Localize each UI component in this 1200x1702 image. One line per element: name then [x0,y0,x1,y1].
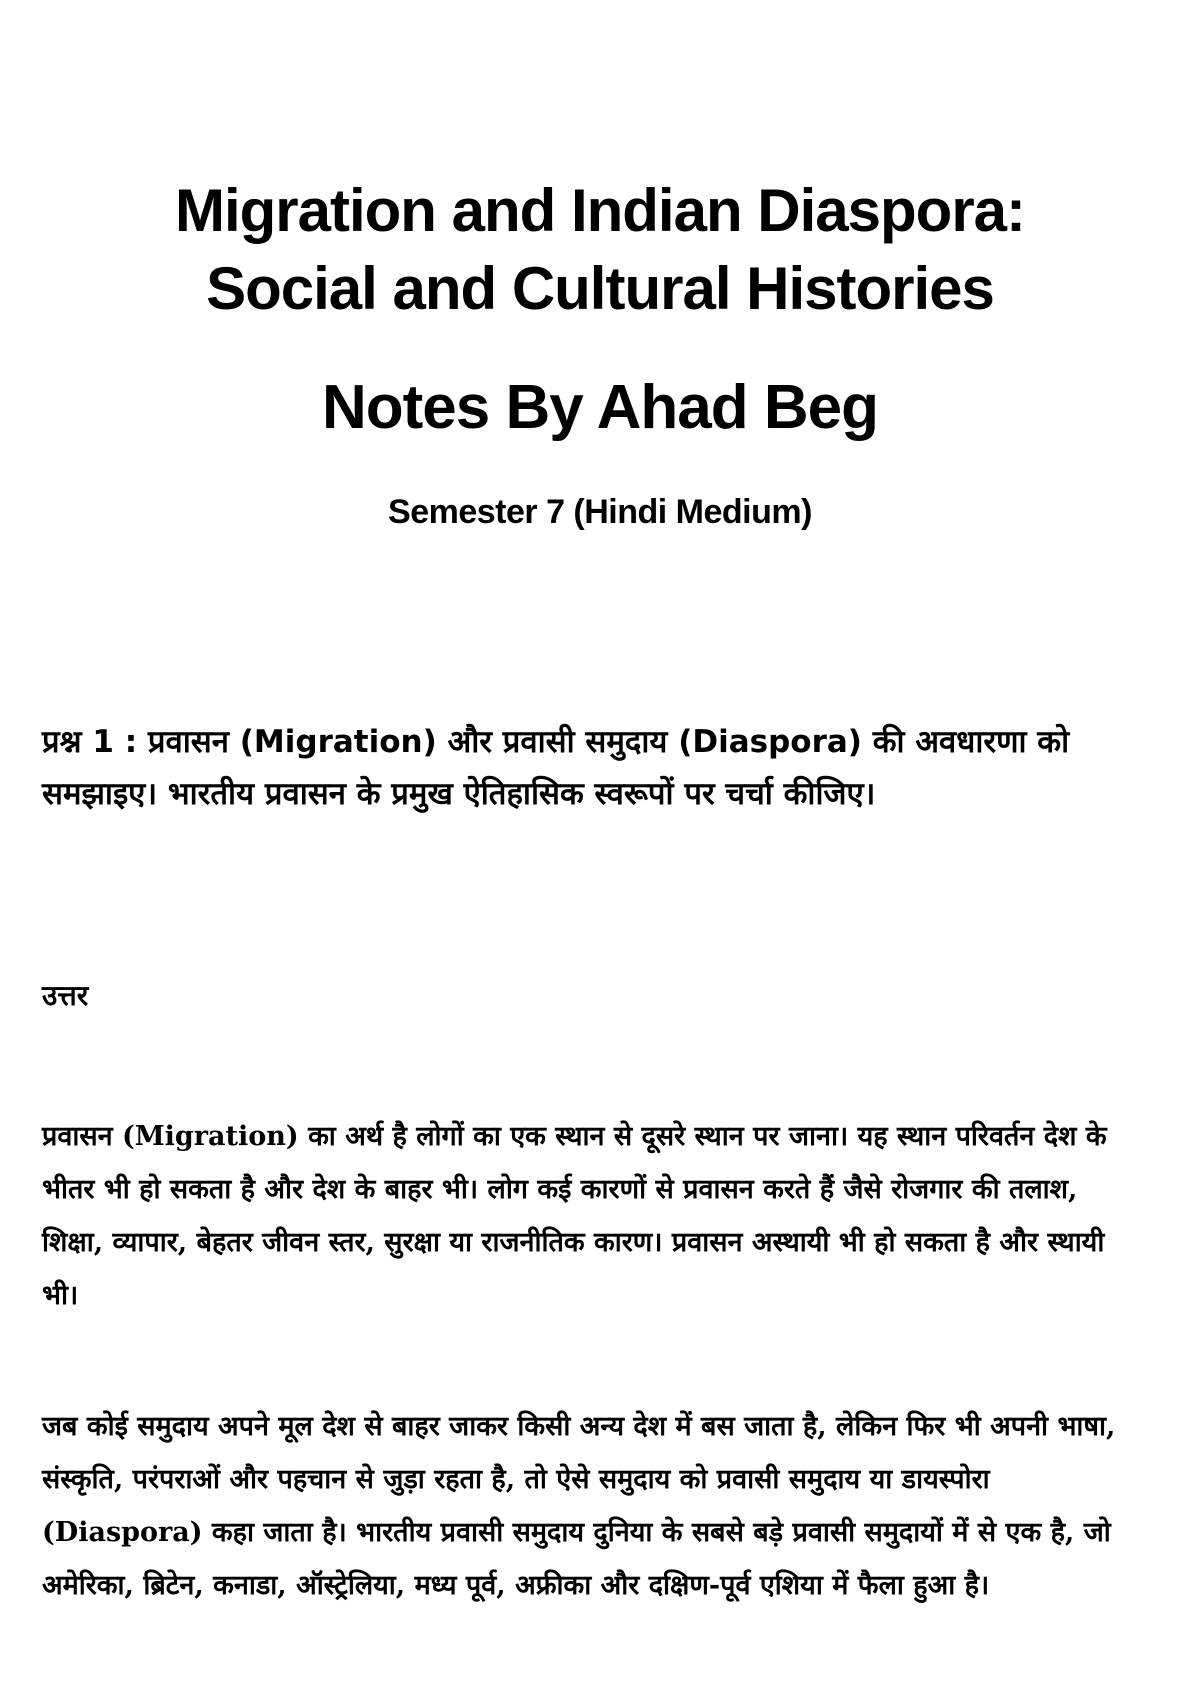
answer-label: उत्तर [42,979,89,1012]
semester-subtitle: Semester 7 (Hindi Medium) [388,493,812,531]
document-title [0,172,1200,328]
answer-paragraph: जब कोई समुदाय अपने मूल देश से बाहर जाकर किसी अन्य देश में बस जाता है, लेकिन फिर भी अपनी भाषा, संस्कृति, परंपराओं और पहचान से जुड़ा रहता है, तो ऐसे समुदाय को प्रवासी समुदाय या डायस्पोरा (Diaspora) कहा जाता है। भारतीय प्रवासी समुदाय दुनिया के सबसे बड़े प्रवासी समुदायों में से एक है, जो अमेरिका, ब्रिटेन, कनाडा, ऑस्ट्रेलिया, मध्य पूर्व, अफ्रीका और दक्षिण-पूर्व एशिया में फैला हुआ है। [42,1411,1116,1601]
author-heading: Notes By Ahad Beg [321,373,878,442]
title-line-1: Migration and Indian Diaspora: [174,177,1026,244]
answer-paragraph: प्रवासन (Migration) का अर्थ है लोगों का एक स्थान से दूसरे स्थान पर जाना। यह स्थान परिवर्तन देश के भीतर भी हो सकता है और देश के बाहर भी। लोग कई कारणों से प्रवासन करते हैं जैसे रोजगार की तलाश, शिक्षा, व्यापार, बेहतर जीवन स्तर, सुरक्षा या राजनीतिक कारण। प्रवासन अस्थायी भी हो सकता है और स्थायी भी। [42,1121,1107,1311]
title-line-2: Social and Cultural Histories [206,255,994,322]
question-heading: प्रश्न 1 : प्रवासन (Migration) और प्रवासी समुदाय (Diaspora) की अवधारणा को समझाइए। भारतीय प्रवासन के प्रमुख ऐतिहासिक स्वरूपों पर चर्चा कीजिए। [42,724,1070,812]
